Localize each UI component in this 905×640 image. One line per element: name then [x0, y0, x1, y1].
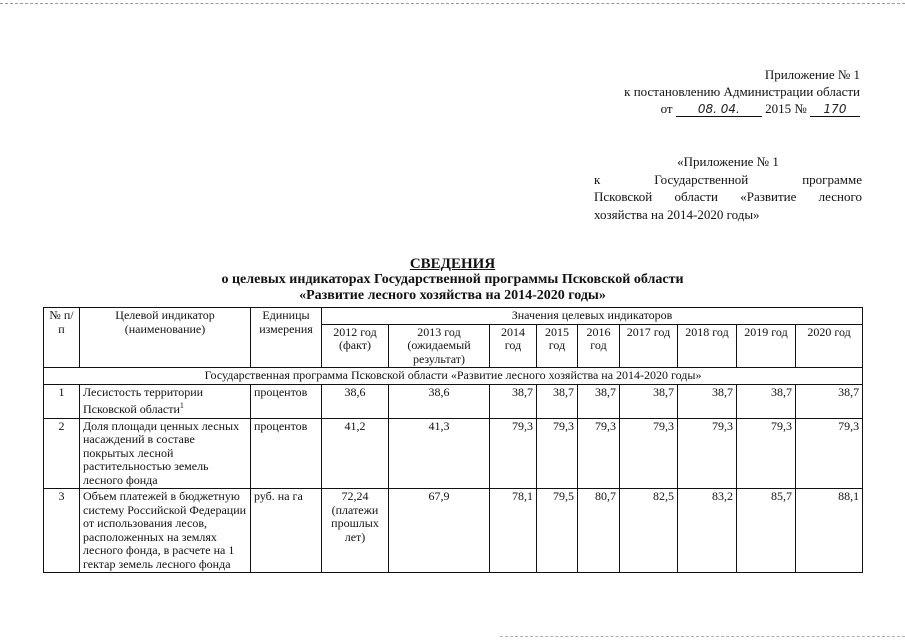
value-cell: 41,3 [389, 418, 490, 489]
col-header-year: 2015 год [537, 324, 578, 368]
value-cell: 82,5 [620, 489, 678, 573]
date-prefix: от [660, 101, 673, 116]
value-cell: 38,6 [389, 384, 490, 418]
table-row [44, 384, 863, 418]
scan-artifact-top [0, 3, 905, 4]
value-cell: 83,2 [678, 489, 737, 573]
section-title: Государственная программа Псковской области «Развитие лесного хозяйства на 2014-2020 годы» [44, 368, 863, 385]
row-number: 3 [44, 489, 80, 573]
indicator-name [80, 384, 251, 418]
year-text: 2015 № [765, 101, 807, 116]
row-number: 1 [44, 384, 80, 418]
value-cell: 88,1 [796, 489, 863, 573]
table-row [44, 418, 863, 489]
col-header-year: 2016 год [578, 324, 620, 368]
section-row [44, 368, 863, 385]
value-cell: 80,7 [578, 489, 620, 573]
row-number: 2 [44, 418, 80, 489]
value-cell: 79,3 [537, 418, 578, 489]
heading-title: СВЕДЕНИЯ [409, 256, 496, 272]
value-cell: 38,7 [578, 384, 620, 418]
value-cell: 38,7 [678, 384, 737, 418]
units-cell: руб. на га [251, 489, 322, 573]
handwritten-number: 170 [810, 102, 860, 117]
heading-line3: «Развитие лесного хозяйства на 2014-2020 годы» [299, 288, 606, 303]
indicator-name: Доля площади ценных лесных насаждений в составе покрытых лесной растительностью земель лесного фонда [80, 418, 251, 489]
value-cell: 72,24 (платежи прошлых лет) [322, 489, 389, 573]
col-header-num: № п/п [44, 308, 80, 368]
col-header-year: 2019 год [737, 324, 796, 368]
col-header-year: 2017 год [620, 324, 678, 368]
value-cell: 79,3 [490, 418, 537, 489]
value-cell: 38,7 [537, 384, 578, 418]
indicators-table [43, 307, 863, 573]
value-cell: 79,5 [537, 489, 578, 573]
col-header-year: 2013 год (ожидаемый результат) [389, 324, 490, 368]
appendix-1-date-line [560, 100, 860, 117]
value-cell: 38,7 [620, 384, 678, 418]
appendix-2-line3: Псковской области «Развитие лесного [594, 189, 862, 204]
col-header-values-group: Значения целевых индикаторов [322, 308, 863, 325]
value-cell: 79,3 [578, 418, 620, 489]
indicator-name-text: Лесистость территории Псковской области [83, 384, 204, 416]
value-cell: 79,3 [620, 418, 678, 489]
units-cell: процентов [251, 418, 322, 489]
appendix-2-line4: хозяйства на 2014-2020 годы» [594, 206, 760, 222]
value-cell: 38,7 [737, 384, 796, 418]
appendix-2-line2: к Государственной программе [594, 171, 862, 187]
value-cell: 85,7 [737, 489, 796, 573]
header-row-1 [44, 308, 863, 325]
units-cell: процентов [251, 384, 322, 418]
col-header-units: Единицы измерения [251, 308, 322, 368]
col-header-year: 2012 год (факт) [322, 324, 389, 368]
col-header-year: 2014 год [490, 324, 537, 368]
scan-artifact-bottom [500, 636, 905, 637]
document-heading [0, 256, 905, 304]
indicator-name: Объем платежей в бюджетную систему Российской Федерации от использования лесов, расположенных на землях лесного фонда, в расчете на 1 гектар земель лесного фонда [80, 489, 251, 573]
appendix-1-title: Приложение № 1 [764, 67, 860, 82]
value-cell: 38,7 [490, 384, 537, 418]
value-cell: 67,9 [389, 489, 490, 573]
handwritten-date: 08. 04. [676, 102, 762, 117]
col-header-year: 2018 год [678, 324, 737, 368]
col-header-year: 2020 год [796, 324, 863, 368]
col-header-indicator: Целевой индикатор (наименование) [80, 308, 251, 368]
value-cell: 38,6 [322, 384, 389, 418]
value-cell: 79,3 [737, 418, 796, 489]
heading-line2: о целевых индикаторах Государственной программы Псковской области [221, 272, 684, 287]
value-cell: 79,3 [678, 418, 737, 489]
appendix-2-title: «Приложение № 1 [677, 154, 779, 169]
appendix-2-header [594, 153, 862, 223]
appendix-1-decree: к постановлению Администрации области [624, 84, 860, 99]
footnote-mark: 1 [179, 401, 184, 410]
table-row [44, 489, 863, 573]
value-cell: 78,1 [490, 489, 537, 573]
appendix-1-header [560, 66, 860, 117]
value-cell: 41,2 [322, 418, 389, 489]
value-cell: 38,7 [796, 384, 863, 418]
value-cell: 79,3 [796, 418, 863, 489]
